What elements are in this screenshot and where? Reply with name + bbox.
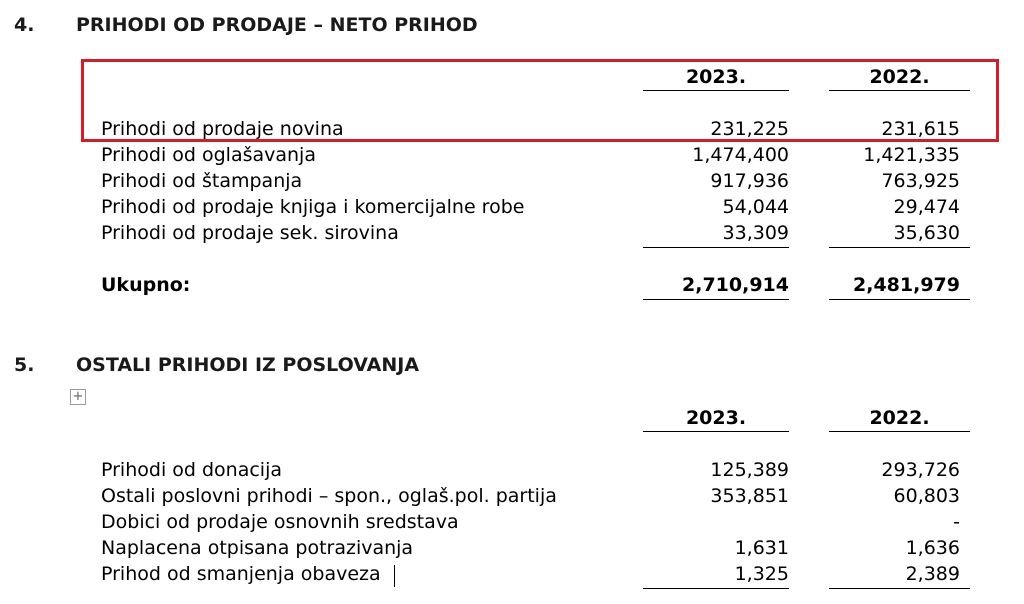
section-4-year-2022: 2022. bbox=[869, 66, 930, 88]
subtotal-underline bbox=[829, 588, 970, 589]
value-2022: 293,726 bbox=[881, 459, 960, 481]
table-row bbox=[0, 511, 1024, 537]
subtotal-underline bbox=[643, 588, 789, 589]
value-2022: 231,615 bbox=[881, 118, 960, 140]
total-underline bbox=[643, 299, 789, 300]
table-row bbox=[0, 144, 1024, 170]
row-label: Prihodi od prodaje novina bbox=[101, 118, 344, 140]
total-2023: 2,710,914 bbox=[682, 274, 789, 296]
row-label: Naplacena otpisana potrazivanja bbox=[101, 537, 414, 559]
row-label: Prihodi od oglašavanja bbox=[101, 144, 316, 166]
table-row bbox=[0, 222, 1024, 248]
value-2022: 1,421,335 bbox=[863, 144, 960, 166]
total-label: Ukupno: bbox=[101, 274, 191, 296]
section-4-title: PRIHODI OD PRODAJE – NETO PRIHOD bbox=[76, 14, 478, 36]
text-cursor bbox=[394, 565, 395, 587]
section-5-year-2023: 2023. bbox=[685, 407, 747, 429]
section-4-number: 4. bbox=[14, 14, 35, 36]
table-row bbox=[0, 196, 1024, 222]
value-2023: 125,389 bbox=[710, 459, 789, 481]
header-underline bbox=[829, 431, 970, 432]
row-label: Prihodi od prodaje knjiga i komercijalne robe bbox=[101, 196, 525, 218]
row-label: Prihodi od štampanja bbox=[101, 170, 303, 192]
value-2023: 1,325 bbox=[734, 563, 789, 585]
value-2022: 1,636 bbox=[905, 537, 960, 559]
row-label: Prihodi od donacija bbox=[101, 459, 283, 481]
total-underline bbox=[829, 299, 970, 300]
subtotal-underline bbox=[829, 247, 970, 248]
table-row bbox=[0, 485, 1024, 511]
move-handle-icon[interactable]: + bbox=[70, 389, 86, 405]
total-row bbox=[0, 274, 1024, 300]
value-2022: 35,630 bbox=[893, 222, 960, 244]
table-row bbox=[0, 170, 1024, 196]
header-underline bbox=[643, 431, 789, 432]
row-label: Ostali poslovni prihodi – spon., oglaš.pol. partija bbox=[101, 485, 557, 507]
total-2022: 2,481,979 bbox=[853, 274, 960, 296]
row-label: Prihodi od prodaje sek. sirovina bbox=[101, 222, 399, 244]
value-2023: 54,044 bbox=[722, 196, 789, 218]
value-2023: 1,631 bbox=[734, 537, 789, 559]
value-2022: 29,474 bbox=[893, 196, 960, 218]
section-5-title: OSTALI PRIHODI IZ POSLOVANJA bbox=[76, 354, 420, 376]
table-row bbox=[0, 537, 1024, 563]
row-label: Prihod od smanjenja obaveza bbox=[101, 563, 381, 585]
table-row bbox=[0, 563, 1024, 589]
value-2023: 33,309 bbox=[722, 222, 789, 244]
section-5-year-2022: 2022. bbox=[869, 407, 930, 429]
section-5-number: 5. bbox=[14, 354, 35, 376]
value-2022: 2,389 bbox=[905, 563, 960, 585]
value-2023: 231,225 bbox=[710, 118, 789, 140]
value-2022: - bbox=[953, 511, 960, 533]
value-2023: 353,851 bbox=[710, 485, 789, 507]
row-label: Dobici od prodaje osnovnih sredstava bbox=[101, 511, 459, 533]
value-2022: 763,925 bbox=[881, 170, 960, 192]
subtotal-underline bbox=[643, 247, 789, 248]
highlight-box bbox=[81, 59, 999, 142]
value-2023: 1,474,400 bbox=[692, 144, 789, 166]
section-4-year-2023: 2023. bbox=[685, 66, 747, 88]
table-row bbox=[0, 459, 1024, 485]
value-2023: 917,936 bbox=[710, 170, 789, 192]
value-2022: 60,803 bbox=[893, 485, 960, 507]
